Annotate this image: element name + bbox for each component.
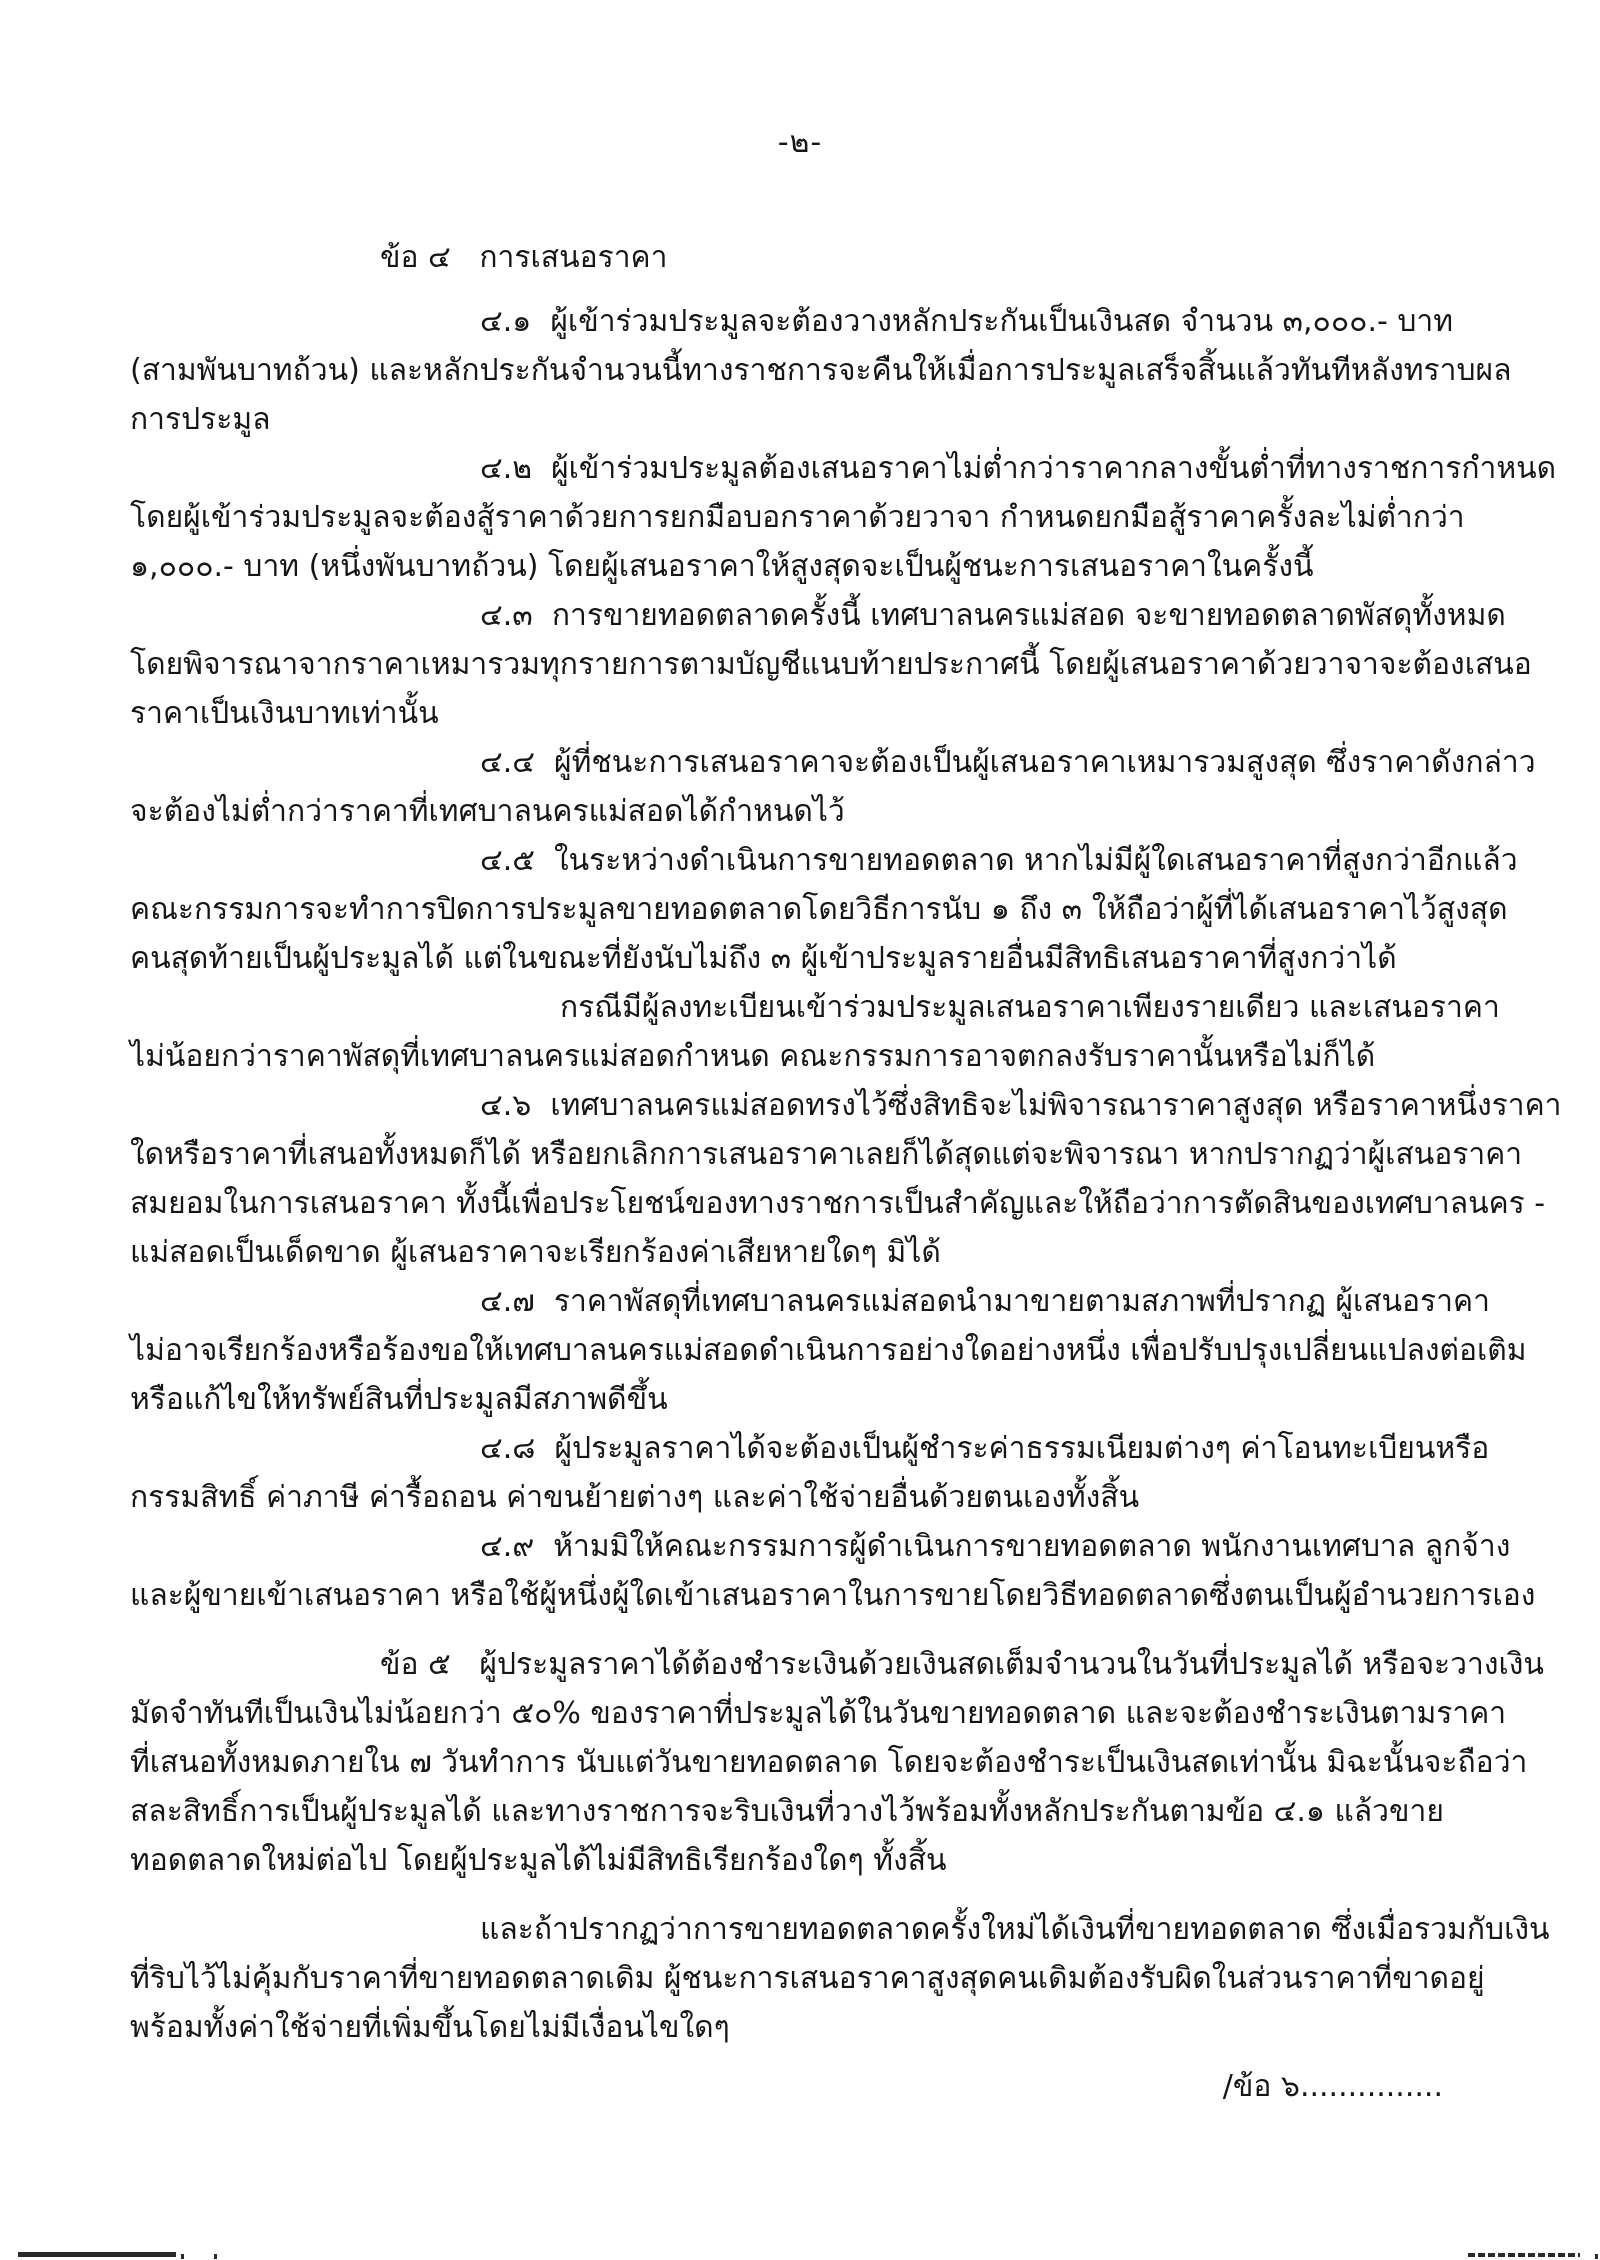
paragraph-item xyxy=(130,1522,1536,1620)
text-line: และถ้าปรากฏว่าการขายทอดตลาดครั้งใหม่ได้เงินที่ขายทอดตลาด ซึ่งเมื่อรวมกับเงิน xyxy=(480,1912,1550,1947)
text-line: ๑,๐๐๐.- บาท (หนึ่งพันบาทถ้วน) โดยผู้เสนอราคาให้สูงสุดจะเป็นผู้ชนะการเสนอราคาในครั้งนี้ xyxy=(130,549,1314,584)
text-line: คณะกรรมการจะทำการปิดการประมูลขายทอดตลาดโดยวิธีการนับ ๑ ถึง ๓ ให้ถือว่าผู้ที่ได้เสนอราคาไว้สูงสุด xyxy=(130,892,1508,927)
text-line: ๔.๘ ผู้ประมูลราคาได้จะต้องเป็นผู้ชำระค่าธรรมเนียมต่างๆ ค่าโอนทะเบียนหรือ xyxy=(480,1431,1490,1466)
text-line: ๔.๙ ห้ามมิให้คณะกรรมการผู้ดำเนินการขายทอดตลาด พนักงานเทศบาล ลูกจ้าง xyxy=(480,1529,1511,1564)
document-body xyxy=(130,233,1562,2052)
paragraph-continuation xyxy=(130,1905,1550,2052)
text-line: สละสิทธิ์การเป็นผู้ประมูลได้ และทางราชการจะริบเงินที่วางไว้พร้อมทั้งหลักประกันตามข้อ ๔.๑ แล้วขาย xyxy=(130,1794,1444,1829)
text-line: ราคาเป็นเงินบาทเท่านั้น xyxy=(130,696,439,731)
text-line: กรรมสิทธิ์ ค่าภาษี ค่ารื้อถอน ค่าขนย้ายต่างๆ และค่าใช้จ่ายอื่นด้วยตนเองทั้งสิ้น xyxy=(130,1480,1140,1515)
scan-artifact-tick xyxy=(214,2254,217,2259)
scan-artifact-tick xyxy=(181,2254,184,2259)
text-line: (สามพันบาทถ้วน) และหลักประกันจำนวนนี้ทางราชการจะคืนให้เมื่อการประมูลเสร็จสิ้นแล้วทันทีหลังทราบผล xyxy=(130,353,1512,388)
text-line: ใดหรือราคาที่เสนอทั้งหมดก็ได้ หรือยกเลิกการเสนอราคาเลยก็ได้สุดแต่จะพิจารณา หากปรากฏว่าผู้เสนอราคา xyxy=(130,1137,1523,1172)
text-line: โดยพิจารณาจากราคาเหมารวมทุกรายการตามบัญชีแนบท้ายประกาศนี้ โดยผู้เสนอราคาด้วยวาจาจะต้องเสนอ xyxy=(130,647,1532,682)
paragraph-clause xyxy=(130,1640,1544,1885)
text-line: ๔.๓ การขายทอดตลาดครั้งนี้ เทศบาลนครแม่สอด จะขายทอดตลาดพัสดุทั้งหมด xyxy=(480,598,1506,633)
text-line: ๔.๑ ผู้เข้าร่วมประมูลจะต้องวางหลักประกันเป็นเงินสด จำนวน ๓,๐๐๐.- บาท xyxy=(480,304,1454,339)
page-number: -๒- xyxy=(777,125,823,160)
paragraph-item xyxy=(130,591,1532,738)
text-line: คนสุดท้ายเป็นผู้ประมูลได้ แต่ในขณะที่ยังนับไม่ถึง ๓ ผู้เข้าประมูลรายอื่นมีสิทธิเสนอราคาที่สูงกว่าได้ xyxy=(130,941,1397,976)
text-line: จะต้องไม่ต่ำกว่าราคาที่เทศบาลนครแม่สอดได้กำหนดไว้ xyxy=(130,794,845,829)
text-line: ข้อ ๔ การเสนอราคา xyxy=(380,240,668,275)
text-line: มัดจำทันทีเป็นเงินไม่น้อยกว่า ๕๐% ของราคาที่ประมูลได้ในวันขายทอดตลาด และจะต้องชำระเงินตามราคา xyxy=(130,1696,1507,1731)
scan-artifact-line xyxy=(18,2252,176,2257)
text-line: แม่สอดเป็นเด็ดขาด ผู้เสนอราคาจะเรียกร้องค่าเสียหายใดๆ มิได้ xyxy=(130,1235,941,1270)
scan-artifact-dashes xyxy=(1468,2253,1580,2257)
text-line: โดยผู้เข้าร่วมประมูลจะต้องสู้ราคาด้วยการยกมือบอกราคาด้วยวาจา กำหนดยกมือสู้ราคาครั้งละไม่ต่ำกว่า xyxy=(130,500,1465,535)
paragraph-item xyxy=(130,444,1557,591)
paragraph-item xyxy=(130,1424,1490,1522)
text-line: สมยอมในการเสนอราคา ทั้งนี้เพื่อประโยชน์ของทางราชการเป็นสำคัญและให้ถือว่าการตัดสินของเทศบาลนคร - xyxy=(130,1186,1546,1221)
text-line: ๔.๔ ผู้ที่ชนะการเสนอราคาจะต้องเป็นผู้เสนอราคาเหมารวมสูงสุด ซึ่งราคาดังกล่าว xyxy=(480,745,1536,780)
text-line: ๔.๗ ราคาพัสดุที่เทศบาลนครแม่สอดนำมาขายตามสภาพที่ปรากฏ ผู้เสนอราคา xyxy=(480,1284,1490,1319)
paragraph-heading xyxy=(130,233,1475,282)
scan-artifact-tick xyxy=(1595,2254,1598,2259)
text-line: และผู้ขายเข้าเสนอราคา หรือใช้ผู้หนึ่งผู้ใดเข้าเสนอราคาในการขายโดยวิธีทอดตลาดซึ่งตนเป็นผู้อำนวยการเอง xyxy=(130,1578,1536,1613)
text-line: ไม่น้อยกว่าราคาพัสดุที่เทศบาลนครแม่สอดกำหนด คณะกรรมการอาจตกลงรับราคานั้นหรือไม่ก็ได้ xyxy=(130,1039,1376,1074)
paragraph-item xyxy=(130,297,1512,444)
text-line: กรณีมีผู้ลงทะเบียนเข้าร่วมประมูลเสนอราคาเพียงรายเดียว และเสนอราคา xyxy=(560,990,1500,1025)
text-line: ๔.๒ ผู้เข้าร่วมประมูลต้องเสนอราคาไม่ต่ำกว่าราคากลางขั้นต่ำที่ทางราชการกำหนด xyxy=(480,451,1557,486)
text-line: ทอดตลาดใหม่ต่อไป โดยผู้ประมูลได้ไม่มีสิทธิเรียกร้องใดๆ ทั้งสิ้น xyxy=(130,1843,947,1878)
text-line: ที่ริบไว้ไม่คุ้มกับราคาที่ขายทอดตลาดเดิม ผู้ชนะการเสนอราคาสูงสุดคนเดิมต้องรับผิดในส่วนราคาที่ขาดอยู่ xyxy=(130,1961,1485,1996)
paragraph-item xyxy=(130,738,1536,836)
text-line: ไม่อาจเรียกร้องหรือร้องขอให้เทศบาลนครแม่สอดดำเนินการอย่างใดอย่างหนึ่ง เพื่อปรับปรุงเปลี่ยนแปลงต่อเติม xyxy=(130,1333,1527,1368)
paragraph-item xyxy=(130,1277,1527,1424)
paragraph-item xyxy=(130,836,1518,983)
text-line: ที่เสนอทั้งหมดภายใน ๗ วันทำการ นับแต่วันขายทอดตลาด โดยจะต้องชำระเป็นเงินสดเท่านั้น มิฉะนั้นจะถือว่า xyxy=(130,1745,1528,1780)
text-line: หรือแก้ไขให้ทรัพย์สินที่ประมูลมีสภาพดีขึ้น xyxy=(130,1382,668,1417)
text-line: ข้อ ๕ ผู้ประมูลราคาได้ต้องชำระเงินด้วยเงินสดเต็มจำนวนในวันที่ประมูลได้ หรือจะวางเงิน xyxy=(380,1647,1544,1682)
paragraph-item xyxy=(130,1081,1562,1277)
paragraph-sub xyxy=(130,983,1500,1081)
text-line: การประมูล xyxy=(130,402,271,437)
text-line: ๔.๖ เทศบาลนครแม่สอดทรงไว้ซึ่งสิทธิจะไม่พิจารณาราคาสูงสุด หรือราคาหนึ่งราคา xyxy=(480,1088,1562,1123)
text-line: ๔.๕ ในระหว่างดำเนินการขายทอดตลาด หากไม่มีผู้ใดเสนอราคาที่สูงกว่าอีกแล้ว xyxy=(480,843,1518,878)
text-line: พร้อมทั้งค่าใช้จ่ายที่เพิ่มขึ้นโดยไม่มีเงื่อนไขใดๆ xyxy=(130,2010,730,2045)
continuation-note: /ข้อ ๖............... xyxy=(1222,2069,1443,2104)
